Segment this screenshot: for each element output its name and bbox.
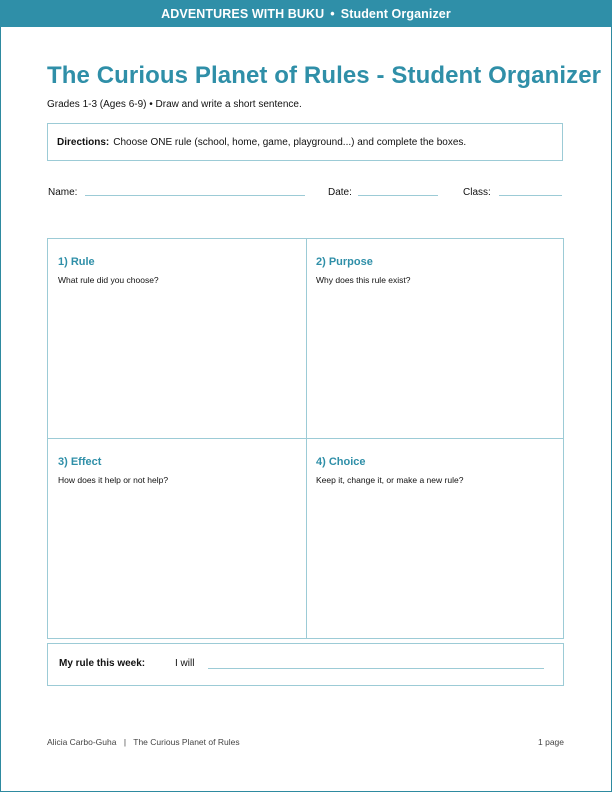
organizer-grid [47, 238, 564, 639]
my-rule-label: My rule this week: [59, 658, 146, 669]
my-rule-box [47, 643, 564, 686]
my-rule-field[interactable] [208, 668, 544, 669]
box-choice-prompt: Keep it, change it, or make a new rule? [316, 475, 464, 485]
box-purpose-prompt: Why does this rule exist? [316, 275, 411, 285]
box-rule-title: 1) Rule [58, 256, 95, 268]
box-effect[interactable] [58, 456, 168, 485]
grid-divider-horizontal [48, 438, 563, 439]
name-label: Name: [48, 187, 78, 198]
directions-text: Choose ONE rule (school, home, game, playground...) and complete the boxes. [113, 136, 467, 148]
box-choice[interactable] [316, 456, 463, 485]
footer-page-count: 1 page [538, 737, 564, 747]
footer-author: Alicia Carbo-Guha [47, 737, 117, 747]
directions-label: Directions: [57, 136, 110, 148]
box-purpose[interactable] [316, 256, 410, 285]
directions-box [47, 123, 563, 161]
box-rule[interactable] [58, 256, 159, 285]
my-rule-starter: I will [175, 658, 195, 669]
date-label: Date: [328, 187, 352, 198]
banner-separator: • [330, 6, 335, 21]
box-rule-prompt: What rule did you choose? [58, 275, 159, 285]
class-label: Class: [463, 187, 491, 198]
footer-book: The Curious Planet of Rules [133, 737, 240, 747]
footer-separator: | [123, 737, 127, 747]
banner-series: ADVENTURES WITH BUKU [161, 6, 325, 21]
box-purpose-title: 2) Purpose [316, 256, 373, 268]
date-field[interactable] [358, 195, 438, 196]
page-subtitle: Grades 1-3 (Ages 6-9) • Draw and write a short sentence. [47, 99, 302, 110]
box-effect-prompt: How does it help or not help? [58, 475, 169, 485]
header-banner [0, 0, 612, 27]
box-effect-title: 3) Effect [58, 456, 102, 468]
footer-credit [47, 737, 240, 747]
page-title: The Curious Planet of Rules - Student Organizer [47, 62, 602, 89]
name-field[interactable] [85, 195, 305, 196]
banner-label: Student Organizer [340, 6, 451, 21]
class-field[interactable] [499, 195, 562, 196]
box-choice-title: 4) Choice [316, 456, 366, 468]
